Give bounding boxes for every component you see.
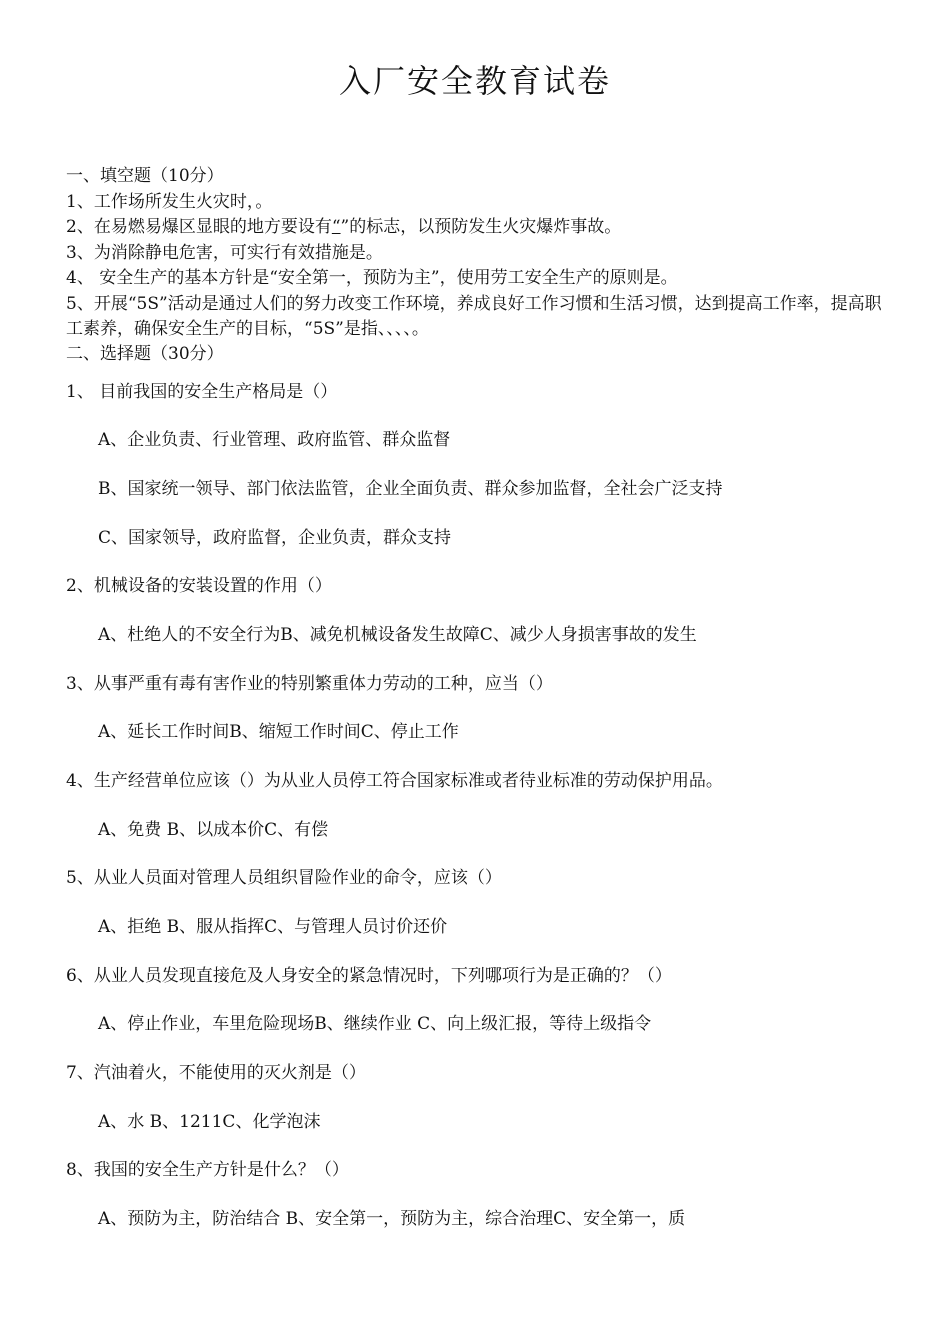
choice-option: A、预防为主，防治结合 B、安全第一，预防为主，综合治理C、安全第一，质	[98, 1209, 686, 1229]
choice-question-6: 6、从业人员发现直接危及人身安全的紧急情况时，下列哪项行为是正确的？（）	[66, 966, 672, 986]
choice-question-5: 5、从业人员面对管理人员组织冒险作业的命令，应该（）	[66, 868, 502, 888]
choice-question-2: 2、机械设备的安装设置的作用（）	[66, 576, 332, 596]
fill-question-2-text: 2、在易燃易爆区显眼的地方要设有	[66, 217, 332, 237]
choice-option: A、停止作业，车里危险现场B、继续作业 C、向上级汇报，等待上级指令	[98, 1014, 652, 1034]
multiple-choice-section	[66, 342, 896, 1229]
fill-question-3: 3、为消除静电危害，可实行有效措施是。	[66, 242, 383, 263]
section-heading: 二、选择题（30分）	[66, 344, 224, 364]
section-heading: 一、填空题（10分）	[66, 166, 224, 186]
fill-question-1: 1、工作场所发生火灾时，。	[66, 191, 273, 212]
choice-option: C、国家领导，政府监督，企业负责，群众支持	[98, 528, 452, 548]
choice-question-3: 3、从事严重有毒有害作业的特别繁重体力劳动的工种，应当（）	[66, 674, 553, 694]
exam-title: 入厂安全教育试卷	[338, 62, 611, 100]
choice-option: A、水 B、1211C、化学泡沫	[98, 1112, 321, 1132]
choice-option: A、企业负责、行业管理、政府监管、群众监督	[98, 430, 451, 450]
fill-blank-mark: “	[331, 217, 341, 237]
choice-option: A、免费 B、以成本价C、有偿	[98, 820, 329, 840]
fill-question-4: 4、 安全生产的基本方针是“安全第一，预防为主”，使用劳工安全生产的原则是。	[66, 268, 678, 288]
fill-in-blank-section	[66, 164, 896, 343]
choice-option: B、国家统一领导、部门依法监管，企业全面负责、群众参加监督，全社会广泛支持	[98, 479, 723, 499]
choice-question-8: 8、我国的安全生产方针是什么？（）	[66, 1160, 349, 1180]
choice-question-4: 4、生产经营单位应该（）为从业人员停工符合国家标准或者待业标准的劳动保护用品。	[66, 771, 723, 791]
choice-option: A、杜绝人的不安全行为B、减免机械设备发生故障C、减少人身损害事故的发生	[98, 625, 697, 645]
fill-question-5: 5、开展“5S”活动是通过人们的努力改变工作环境，养成良好工作习惯和生活习惯，达到提高工作率，提高职工素养，确保安全生产的目标，“5S”是指、、、、。	[66, 293, 882, 339]
choice-question-1: 1、 目前我国的安全生产格局是（）	[66, 382, 338, 402]
choice-option: A、延长工作时间B、缩短工作时间C、停止工作	[98, 722, 459, 742]
fill-question-2-text-end: ”的标志，以预防发生火灾爆炸事故。	[340, 217, 622, 237]
choice-question-7: 7、汽油着火，不能使用的灭火剂是（）	[66, 1063, 366, 1083]
choice-option: A、拒绝 B、服从指挥C、与管理人员讨价还价	[98, 917, 448, 937]
fill-question-2	[66, 215, 896, 241]
